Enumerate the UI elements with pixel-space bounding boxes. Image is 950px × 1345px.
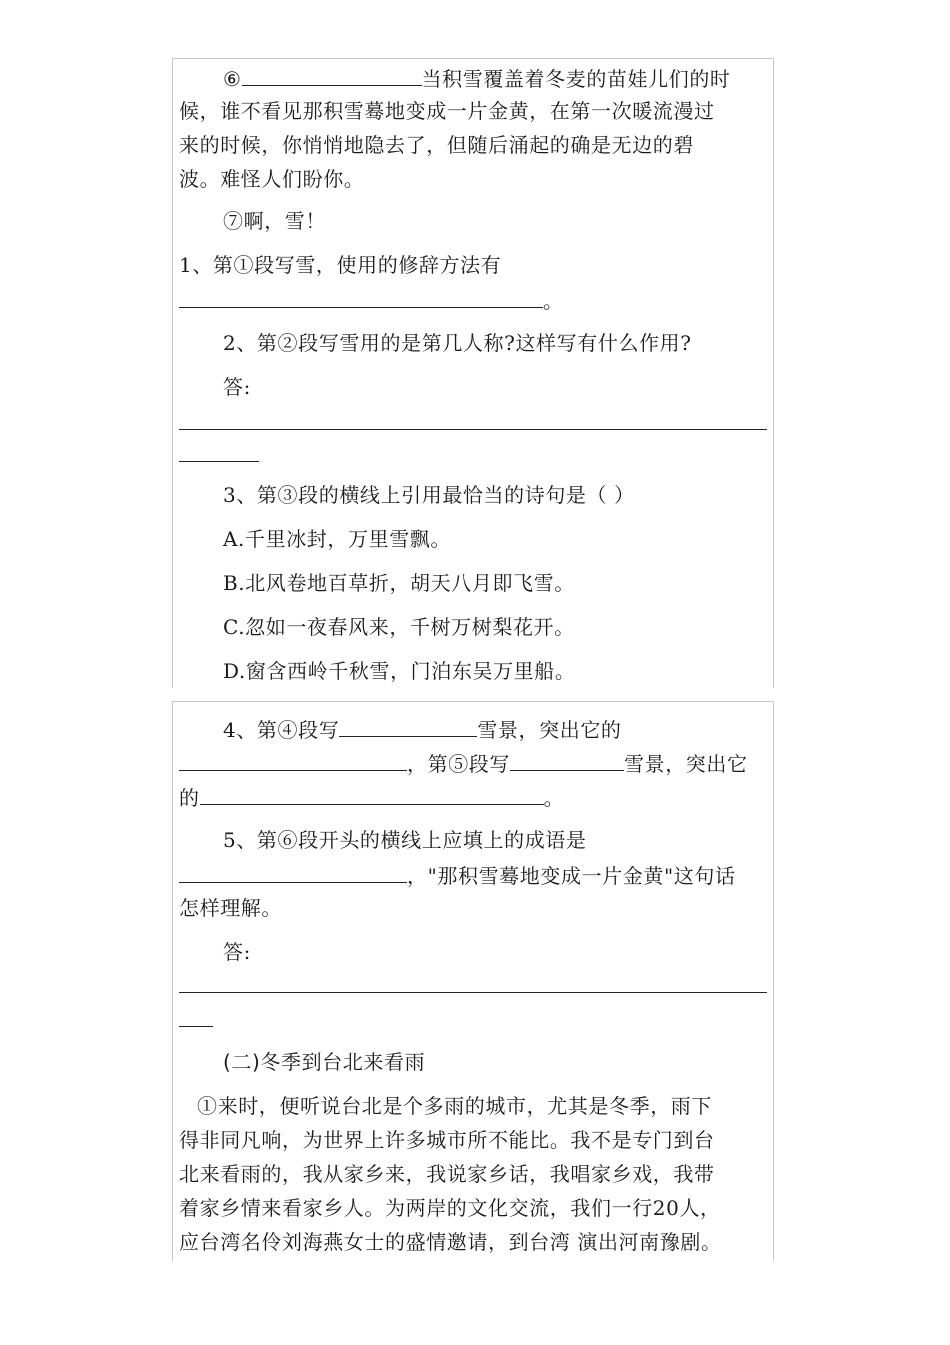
answer-rule[interactable] [179, 429, 767, 430]
passage-line-2: 得非同凡响，为世界上许多城市所不能比。我不是专门到台 [179, 1128, 715, 1152]
section-title: (二)冬季到台北来看雨 [223, 1050, 426, 1074]
answer-blank[interactable] [200, 784, 544, 805]
answer-rule[interactable] [179, 992, 767, 993]
option-a[interactable]: A.千里冰封，万里雪飘。 [223, 527, 452, 551]
passage-line-4: 着家乡情来看家乡人。为两岸的文化交流，我们一行20人， [179, 1196, 721, 1220]
answer-blank[interactable] [179, 862, 407, 883]
question-4-line3: 的 。 [179, 786, 565, 810]
question-1: 1、第①段写雪，使用的修辞方法有 [179, 253, 502, 277]
question-3: 3、第③段的横线上引用最恰当的诗句是（ ） [223, 483, 635, 507]
para7: ⑦啊，雪！ [223, 209, 326, 233]
question-2: 2、第②段写雪用的是第几人称?这样写有什么作用? [223, 331, 692, 355]
para6-line1: ⑥ 当积雪覆盖着冬麦的苗娃儿们的时 [223, 67, 731, 91]
question-4-line1: 4、第④段写 雪景，突出它的 [223, 718, 622, 742]
para6-line2: 候，谁不看见那积雪蓦地变成一片金黄，在第一次暖流漫过 [179, 99, 715, 123]
answer-rule-short[interactable] [179, 461, 259, 462]
option-d[interactable]: D.窗含西岭千秋雪，门泊东吴万里船。 [223, 659, 576, 683]
question-5-line3: 怎样理解。 [179, 896, 282, 920]
question-1-answer-line: 。 [179, 287, 767, 313]
answer-blank[interactable] [179, 287, 543, 308]
answer-blank[interactable] [510, 750, 624, 771]
question-5-line1: 5、第⑥段开头的横线上应填上的成语是 [223, 828, 587, 852]
question-5-line2: ，"那积雪蓦地变成一片金黄"这句话 [179, 862, 767, 888]
question-5-answer-label: 答: [223, 940, 251, 964]
question-4-line2: ，第⑤段写 雪景，突出它 [179, 750, 767, 776]
question-2-answer-label: 答: [223, 375, 251, 399]
answer-blank[interactable] [339, 716, 477, 737]
passage-line-3: 北来看雨的，我从家乡来，我说家乡话，我唱家乡戏，我带 [179, 1162, 715, 1186]
page-section-1 [172, 58, 774, 688]
para6-line3: 来的时候，你悄悄地隐去了，但随后涌起的确是无边的碧 [179, 133, 694, 157]
answer-rule-short[interactable] [179, 1026, 213, 1027]
para6-line4: 波。难怪人们盼你。 [179, 167, 365, 191]
page-section-2 [172, 701, 774, 1261]
passage-line-1: ①来时，便听说台北是个多雨的城市，尤其是冬季，雨下 [197, 1094, 712, 1118]
passage-line-5: 应台湾名伶刘海燕女士的盛情邀请，到台湾 演出河南豫剧。 [179, 1230, 722, 1254]
answer-blank[interactable] [179, 750, 407, 771]
blank-line [242, 65, 422, 86]
option-b[interactable]: B.北风卷地百草折，胡天八月即飞雪。 [223, 571, 575, 595]
option-c[interactable]: C.忽如一夜春风来，千树万树梨花开。 [223, 615, 575, 639]
